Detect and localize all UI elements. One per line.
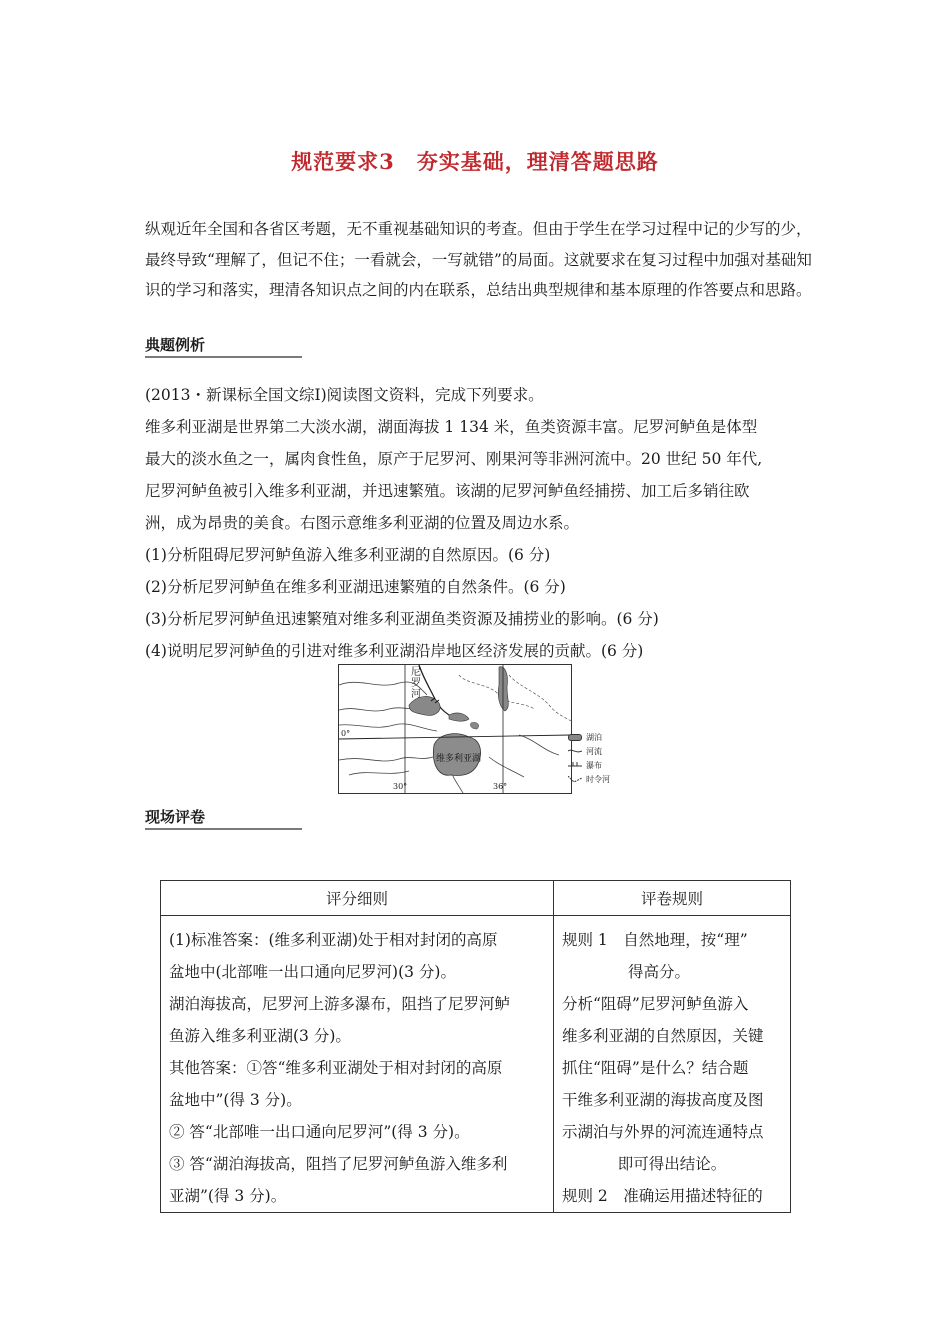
legend-label: 瀑布 — [586, 761, 602, 770]
map-lake-label: 维多利亚湖 — [436, 754, 482, 764]
river-label-char: 河 — [411, 689, 421, 700]
section-divider — [145, 356, 302, 358]
victoria-lake-map — [338, 664, 572, 794]
question-text-line: 尼罗河鲈鱼被引入维多利亚湖，并迅速繁殖。该湖的尼罗河鲈鱼经捕捞、加工后多销往欧 — [145, 482, 750, 500]
criteria-line: (1)标准答案：(维多利亚湖)处于相对封闭的高原 — [169, 931, 498, 949]
intro-paragraph: 纵观近年全国和各省区考题，无不重视基础知识的考查。但由于学生在学习过程中记的少写的少，最终导致“理解了，但记不住；一看就会，一写就错”的局面。这就要求在复习过程中加强对基础知识的学习和落实，理清各知识点之间的内在联系，总结出典型规律和基本原理的作答要点和思路。 — [145, 220, 812, 299]
question-item: (2)分析尼罗河鲈鱼在维多利亚湖迅速繁殖的自然条件。(6 分) — [145, 578, 566, 596]
criteria-line: 盆地中(北部唯一出口通向尼罗河)(3 分)。 — [169, 963, 456, 981]
rule-line: 干维多利亚湖的海拔高度及图 — [562, 1091, 764, 1109]
legend-label: 时令河 — [586, 775, 610, 784]
rule-line: 示湖泊与外界的河流连通特点 — [562, 1123, 764, 1141]
rule-2-title: 规则 2 准确运用描述特征的 — [562, 1187, 763, 1205]
rule-line: 分析“阻碍”尼罗河鲈鱼游入 — [562, 995, 749, 1013]
criteria-line: 盆地中”(得 3 分)。 — [169, 1091, 302, 1109]
section-heading-grading: 现场评卷 — [145, 808, 206, 826]
section-heading-example: 典题例析 — [145, 336, 206, 354]
table-header-criteria: 评分细则 — [161, 881, 554, 916]
map-river-label — [411, 667, 421, 700]
criteria-cell — [161, 916, 554, 1213]
criteria-line: 亚湖”(得 3 分)。 — [169, 1187, 287, 1205]
table-row — [161, 916, 791, 1213]
grading-table — [160, 880, 791, 1213]
seasonal-river-legend-icon — [568, 776, 582, 784]
rules-cell — [554, 916, 791, 1213]
river-legend-icon — [568, 748, 582, 754]
question-item: (3)分析尼罗河鲈鱼迅速繁殖对维多利亚湖鱼类资源及捕捞业的影响。(6 分) — [145, 610, 659, 628]
question-text-line: 洲，成为昂贵的美食。右图示意维多利亚湖的位置及周边水系。 — [145, 514, 580, 532]
criteria-line: 其他答案：①答“维多利亚湖处于相对封闭的高原 — [169, 1059, 503, 1077]
table-header-rules: 评卷规则 — [554, 881, 791, 916]
question-text-line: 维多利亚湖是世界第二大淡水湖，湖面海拔 1 134 米，鱼类资源丰富。尼罗河鲈鱼是体型 — [145, 418, 758, 436]
question-block — [145, 379, 825, 667]
lake-legend-icon — [568, 734, 582, 741]
map-lon-36-label: 36° — [493, 782, 508, 791]
rule-1-title: 规则 1 自然地理，按“理” — [562, 931, 748, 949]
criteria-line: 鱼游入维多利亚湖(3 分)。 — [169, 1027, 351, 1045]
criteria-line: 湖泊海拔高，尼罗河上游多瀑布，阻挡了尼罗河鲈 — [169, 995, 511, 1013]
map-equator-label: 0° — [341, 729, 351, 738]
page-title: 规范要求3 夯实基础，理清答题思路 — [291, 149, 659, 174]
criteria-line: ③ 答“湖泊海拔高，阻挡了尼罗河鲈鱼游入维多利 — [169, 1155, 508, 1173]
question-item: (1)分析阻碍尼罗河鲈鱼游入维多利亚湖的自然原因。(6 分) — [145, 546, 551, 564]
waterfall-legend-icon — [568, 762, 582, 768]
river-label-char: 尼 — [411, 667, 421, 678]
criteria-line: ② 答“北部唯一出口通向尼罗河”(得 3 分)。 — [169, 1123, 470, 1141]
legend-label: 湖泊 — [586, 733, 602, 742]
rule-line: 维多利亚湖的自然原因，关键 — [562, 1027, 764, 1045]
legend-label: 河流 — [586, 747, 602, 756]
table-header-row — [161, 881, 791, 916]
rule-1-subtitle: 得高分。 — [628, 963, 691, 981]
question-text-line: 最大的淡水鱼之一，属肉食性鱼，原产于尼罗河、刚果河等非洲河流中。20 世纪 50 年代, — [145, 450, 763, 468]
river-label-char: 罗 — [411, 678, 421, 689]
map-drawing — [339, 665, 571, 793]
rule-conclusion: 即可得出结论。 — [617, 1155, 727, 1173]
section-divider — [145, 828, 302, 830]
map-legend — [568, 732, 638, 792]
question-source: (2013・新课标全国文综Ⅰ)阅读图文资料，完成下列要求。 — [145, 386, 544, 404]
map-lon-30-label: 30° — [393, 782, 408, 791]
question-item: (4)说明尼罗河鲈鱼的引进对维多利亚湖沿岸地区经济发展的贡献。(6 分) — [145, 642, 644, 660]
rule-line: 抓住“阻碍”是什么？结合题 — [562, 1059, 749, 1077]
